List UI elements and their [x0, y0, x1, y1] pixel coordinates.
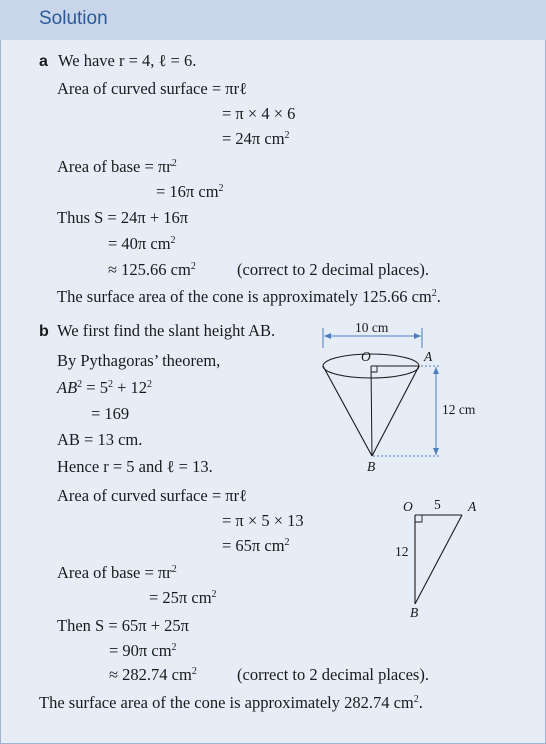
- solution-title: Solution: [39, 8, 108, 29]
- part-a-curved-label: Area of curved surface = πrℓ: [57, 79, 247, 98]
- triangle-label-a: A: [468, 499, 477, 514]
- part-b-curved-step1: = π × 5 × 13: [222, 511, 304, 530]
- part-b-pythagoras-plus: + 12: [112, 378, 148, 397]
- part-b-curved-label: Area of curved surface = πrℓ: [57, 486, 247, 505]
- part-b-pythagoras-rhs-exponent: 2: [107, 379, 113, 390]
- cone-height-label: 12 cm: [442, 402, 476, 417]
- part-a-base-step1-exponent: 2: [218, 183, 224, 194]
- part-a-label: a: [39, 53, 48, 70]
- part-b-pythagoras-step2: = 169: [91, 404, 130, 423]
- part-b-sum-step1-exponent: 2: [171, 642, 177, 653]
- triangle-side-ab: [415, 515, 462, 604]
- part-a-sum-step2-exponent: 2: [190, 261, 196, 272]
- part-a-sum-label: Thus S = 24π + 16π: [57, 208, 189, 227]
- triangle-label-o: O: [403, 499, 413, 514]
- part-b-pythagoras-lhs-exponent: 2: [77, 379, 83, 390]
- cone-height-arrow-bottom: [433, 448, 439, 455]
- part-b-sum-step2-exponent: 2: [191, 666, 197, 677]
- part-a-base-label-exponent: 2: [171, 158, 177, 169]
- triangle-side-label: 12: [395, 544, 409, 559]
- cone-height-arrow-top: [433, 367, 439, 374]
- part-b-sum-label: Then S = 65π + 25π: [57, 616, 189, 635]
- cone-width-label: 10 cm: [355, 320, 389, 335]
- part-b-sum-step1: = 90π cm: [109, 641, 172, 660]
- part-b-sum-step2: ≈ 282.74 cm: [109, 665, 192, 684]
- part-a-sum-step2: ≈ 125.66 cm: [108, 260, 191, 279]
- triangle-top-label: 5: [434, 497, 441, 512]
- part-a-sum-step1: = 40π cm: [108, 234, 171, 253]
- part-a-sum-step1-exponent: 2: [170, 235, 176, 246]
- part-b-conclusion: The surface area of the cone is approximately 282.74 cm: [39, 693, 414, 712]
- part-b-base-label-exponent: 2: [171, 564, 177, 575]
- part-a-curved-step2-exponent: 2: [284, 130, 290, 141]
- part-b-base-label: Area of base = πr: [57, 563, 172, 582]
- cone-label-b: B: [367, 459, 376, 474]
- part-b-conclusion-period: .: [418, 693, 423, 712]
- part-b-label: b: [39, 323, 49, 340]
- part-b-pythagoras-label: By Pythagoras’ theorem,: [57, 351, 221, 370]
- part-b-intro: We first find the slant height AB.: [57, 321, 276, 340]
- part-b-pythagoras-lhs: AB: [57, 378, 78, 397]
- part-a-base-step1: = 16π cm: [156, 182, 219, 201]
- part-a-base-label: Area of base = πr: [57, 157, 172, 176]
- cone-label-o: O: [361, 349, 371, 364]
- part-b-pythagoras-step3: AB = 13 cm.: [57, 430, 143, 449]
- part-b-curved-step2: = 65π cm: [222, 536, 285, 555]
- part-a-conclusion: The surface area of the cone is approximately 125.66 cm: [57, 287, 432, 306]
- part-a-curved-step2: = 24π cm: [222, 129, 285, 148]
- cone-right-angle-mark: [371, 366, 377, 372]
- part-a-conclusion-exponent: 2: [431, 288, 437, 299]
- part-b-conclusion-exponent: 2: [413, 694, 419, 705]
- part-a-intro: We have r = 4, ℓ = 6.: [58, 51, 197, 70]
- cone-width-arrow-left: [324, 333, 331, 339]
- cone-width-arrow-right: [414, 333, 421, 339]
- part-b-base-step1: = 25π cm: [149, 588, 212, 607]
- part-b-curved-step2-exponent: 2: [284, 537, 290, 548]
- cone-slant-edge-ab: [372, 366, 419, 456]
- triangle-label-b: B: [410, 605, 419, 620]
- part-b-base-step1-exponent: 2: [211, 589, 217, 600]
- part-a-curved-step1: = π × 4 × 6: [222, 104, 296, 123]
- cone-left-edge: [323, 366, 372, 456]
- triangle-right-angle-mark: [415, 515, 422, 522]
- part-b-sum-note: (correct to 2 decimal places).: [237, 665, 429, 684]
- cone-label-a: A: [424, 349, 433, 364]
- cone-axis: [371, 366, 372, 456]
- part-a-sum-note: (correct to 2 decimal places).: [237, 260, 429, 279]
- part-a-conclusion-period: .: [436, 287, 441, 306]
- part-b-hence: Hence r = 5 and ℓ = 13.: [57, 457, 213, 476]
- part-b-pythagoras-rhs: = 5: [82, 378, 108, 397]
- part-b-pythagoras-plus-exponent: 2: [147, 379, 153, 390]
